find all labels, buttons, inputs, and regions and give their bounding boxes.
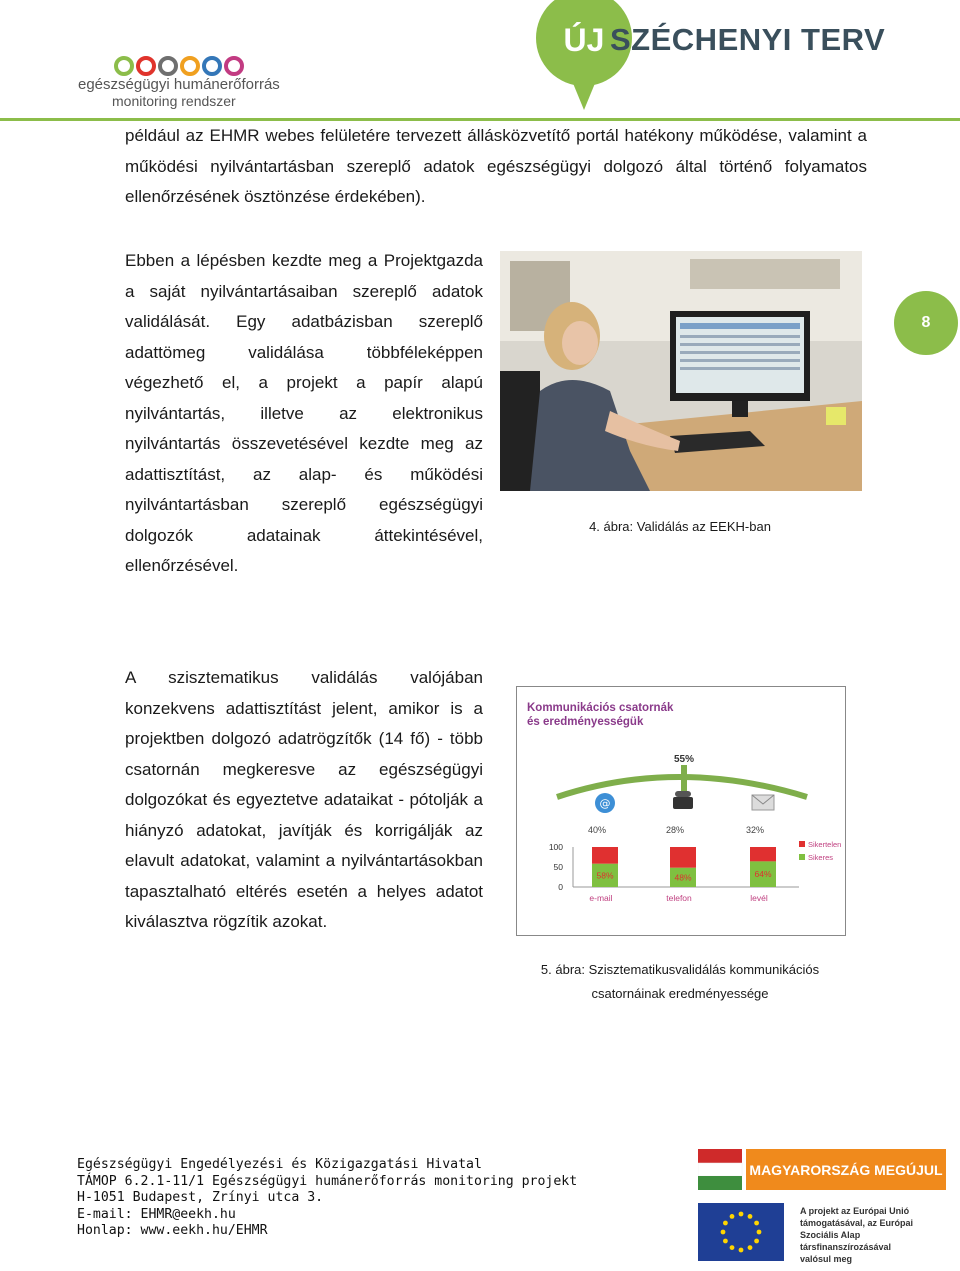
ehmr-logo <box>78 52 278 112</box>
szechenyi-terv-logo <box>530 0 886 110</box>
x-tick-telefon: telefon <box>666 893 692 903</box>
legend-label-Sikertelen: Sikertelen <box>808 840 842 849</box>
eu-star <box>757 1230 762 1235</box>
figure-4-photo <box>500 251 862 491</box>
chart-title-line1: Kommunikációs csatornák <box>527 702 674 714</box>
ehmr-logo-mark <box>114 52 274 78</box>
email-icon <box>595 793 615 813</box>
share-label-levél: 32% <box>745 825 765 835</box>
chart-total-label: 55% <box>673 754 695 765</box>
chart-svg <box>517 687 845 935</box>
chart-title-line2: és eredményességük <box>527 716 644 728</box>
eu-star <box>739 1248 744 1253</box>
eu-star <box>723 1239 728 1244</box>
eu-star <box>748 1245 753 1250</box>
page-number-badge: 8 <box>894 291 958 355</box>
magyarorszag-megujul-logo <box>698 1145 946 1193</box>
telephone-icon <box>673 791 693 809</box>
eu-star <box>730 1245 735 1250</box>
envelope-icon <box>752 795 774 810</box>
y-tick-100: 100 <box>548 842 563 852</box>
eu-text-1: A projekt az Európai Unió <box>800 1206 910 1216</box>
validation-office-photo <box>500 251 862 491</box>
footer-contact <box>77 1157 577 1240</box>
bar-label-levél: 64% <box>754 869 772 880</box>
paragraph-2: Ebben a lépésben kezdte meg a Projektgazda a saját nyilvántartásaiban szereplő adatok validálását. Egy adatbázisban szereplő adattömeg validálása többféleképpen végezhető el, a projekt a papír alapú nyilvántartás, illetve az elektronikus nyilvántartás összevetésével kezdte meg az adattisztítást, az alap- és működési nyilvántartásban szereplő egészségügyi dolgozók adatainak áttekintésével, ellenőrzésével. <box>125 251 483 575</box>
ehmr-logo-line2: monitoring rendszer <box>112 93 236 109</box>
bar-sikertelen-telefon <box>670 847 696 868</box>
eu-star <box>748 1214 753 1219</box>
figure-5-caption <box>520 958 840 1006</box>
bar-label-e-mail: 58% <box>596 870 614 881</box>
eu-funding-block <box>698 1203 946 1265</box>
bar-sikertelen-e-mail <box>592 847 618 864</box>
svg-text:@: @ <box>599 797 611 810</box>
figure-5-caption-line1: 5. ábra: Szisztematikusvalidálás kommunikációs <box>540 962 820 977</box>
eu-text-3: Szociális Alap <box>800 1230 861 1240</box>
figure-5-caption-line2: csatornáinak eredményessége <box>591 986 769 1001</box>
share-label-telefon: 28% <box>665 825 685 835</box>
ehmr-logo-line1: egészségügyi humánerőforrás <box>78 76 280 93</box>
eu-star <box>754 1239 759 1244</box>
legend-swatch-Sikeres <box>799 854 805 860</box>
eu-text-5: valósul meg <box>800 1254 853 1264</box>
eu-star <box>723 1221 728 1226</box>
paragraph-3: A szisztematikus validálás valójában konzekvens adattisztítást jelent, amikor is a projektben dolgozó adatrögzítők (14 fő) - több csatornán megkeresve az egészségügyi dolgozókat és egyeztetve adataikat - pótolják a hiányzó adatokat, javítják és korrigálják az elavult adatokat, valamint a nyilvántartásokban tapasztalható eltérés esetén a helyes adatot kiválasztva rögzítik azokat. <box>125 668 483 931</box>
x-tick-e-mail: e-mail <box>589 893 613 903</box>
footer-org: Egészségügyi Engedélyezési és Közigazgatási Hivatal <box>77 1157 482 1172</box>
x-tick-levél: levél <box>750 893 768 903</box>
y-tick-50: 50 <box>553 862 563 872</box>
chart-trunk <box>681 765 687 791</box>
eu-text-2: támogatásával, az Európai <box>800 1218 914 1228</box>
legend-swatch-Sikertelen <box>799 841 805 847</box>
footer-project: TÁMOP 6.2.1-11/1 Egészségügyi humánerőforrás monitoring projekt <box>77 1173 578 1189</box>
footer-website[interactable]: Honlap: www.eekh.hu/EHMR <box>77 1223 268 1239</box>
share-label-e-mail: 40% <box>587 825 607 835</box>
paragraph-1: például az EHMR webes felületére tervezett állásközvetítő portál hatékony működése, valamint a működési nyilvántartásban szereplő adatok egészségügyi dolgozó által történő folyamatos ellenőrzésének ösztönzése érdekében). <box>125 126 867 206</box>
eu-text-4: társfinanszírozásával <box>800 1242 892 1252</box>
magyarorszag-megujul-text: MAGYARORSZÁG MEGÚJUL <box>749 1162 943 1178</box>
footer-email[interactable]: E-mail: EHMR@eekh.hu <box>77 1206 236 1222</box>
y-tick-0: 0 <box>558 882 563 892</box>
figure-5-chart <box>516 686 846 936</box>
bar-label-telefon: 48% <box>674 872 692 883</box>
szechenyi-pin-text: ÚJ <box>563 22 605 58</box>
eu-star <box>754 1221 759 1226</box>
figure-4-caption: 4. ábra: Validálás az EEKH-ban <box>589 519 771 534</box>
szechenyi-terv-text: SZÉCHENYI TERV <box>610 22 886 57</box>
bar-sikertelen-levél <box>750 847 776 861</box>
legend-label-Sikeres: Sikeres <box>808 853 834 862</box>
eu-star <box>721 1230 726 1235</box>
eu-star <box>739 1212 744 1217</box>
eu-star <box>730 1214 735 1219</box>
footer-address: H-1051 Budapest, Zrínyi utca 3. <box>77 1190 324 1206</box>
